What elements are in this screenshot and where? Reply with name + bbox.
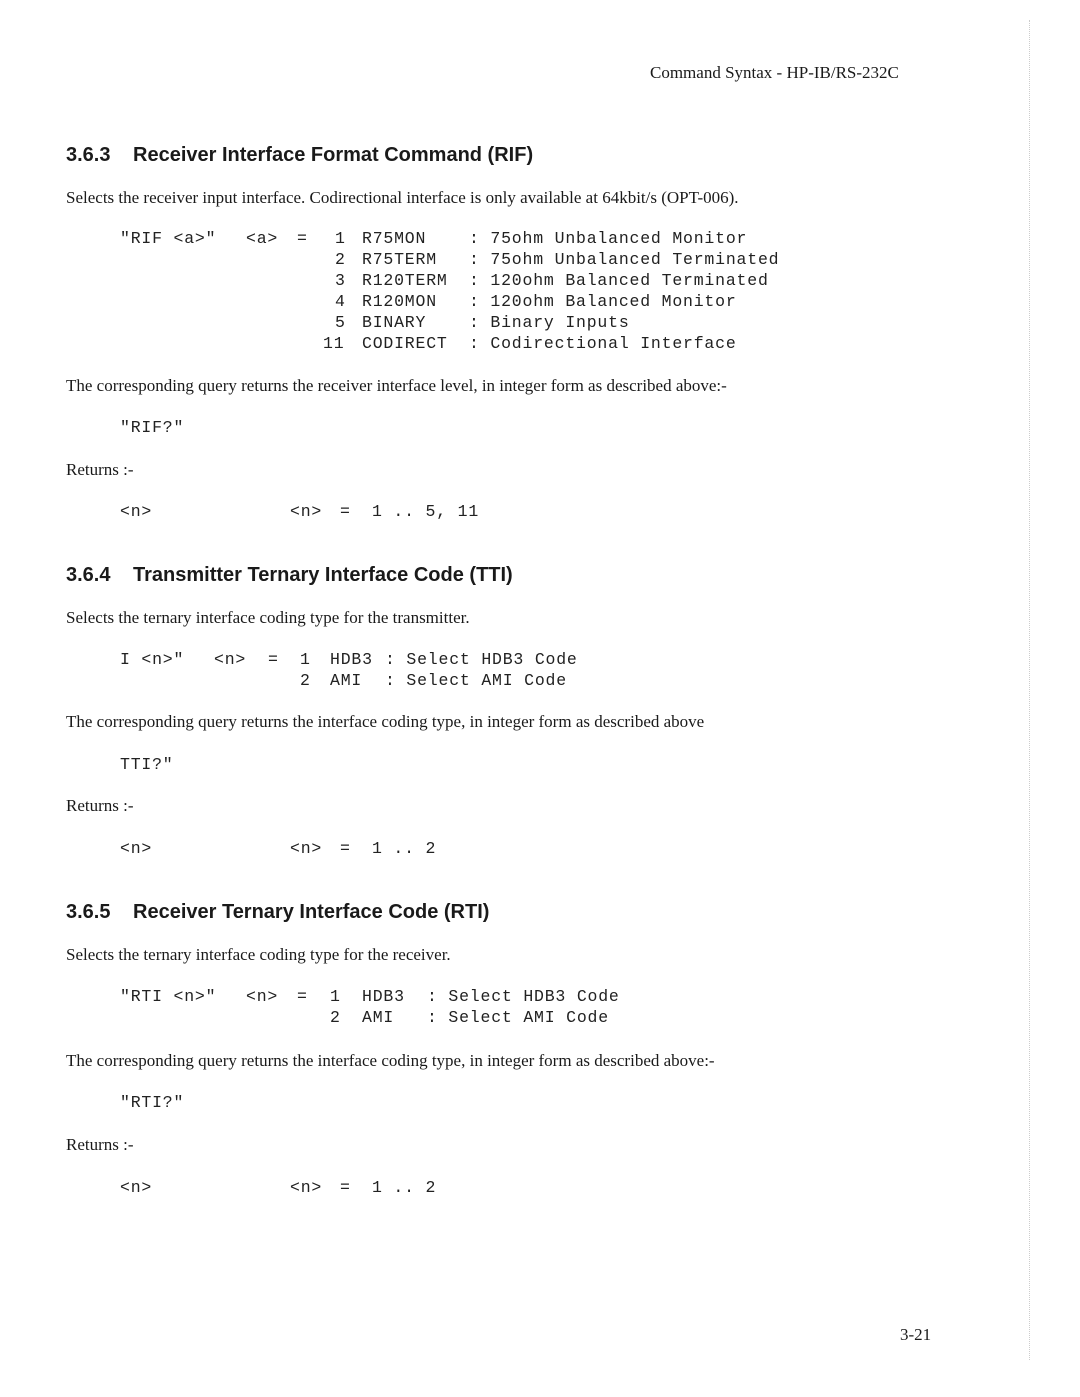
section-number: 3.6.4	[66, 564, 111, 586]
section-title: Transmitter Ternary Interface Code (TTI)	[133, 564, 513, 586]
equals: =	[340, 839, 351, 858]
page-number: 3-21	[900, 1325, 932, 1344]
option-name: R120TERM	[362, 271, 448, 290]
query-command: "RIF?"	[120, 418, 185, 437]
option-desc: : Select AMI Code	[385, 671, 567, 690]
section-number: 3.6.3	[66, 144, 111, 166]
option-desc: : 75ohm Unbalanced Monitor	[469, 229, 748, 248]
section-description: Selects the receiver input interface. Codirectional interface is only available at 64kbit/s (OPT-006).	[66, 188, 739, 207]
command-param: <a>	[246, 229, 279, 248]
equals: =	[340, 1178, 351, 1197]
option-name: R75MON	[362, 229, 427, 248]
returns-label: Returns :-	[66, 460, 134, 479]
option-value: 5	[335, 313, 346, 332]
option-value: 2	[335, 250, 346, 269]
command-syntax: "RTI <n>"	[120, 987, 217, 1006]
return-value: <n>	[120, 1178, 153, 1197]
return-param: <n>	[290, 1178, 323, 1197]
running-header: Command Syntax - HP-IB/RS-232C	[650, 63, 899, 82]
command-syntax: "RIF <a>"	[120, 229, 217, 248]
scan-edge	[1021, 20, 1030, 1360]
option-value: 11	[323, 334, 345, 353]
option-desc: : 75ohm Unbalanced Terminated	[469, 250, 780, 269]
query-description: The corresponding query returns the interface coding type, in integer form as described above:-	[66, 1051, 715, 1070]
option-value: 2	[300, 671, 311, 690]
return-range: 1 .. 5, 11	[372, 502, 480, 521]
equals: =	[297, 229, 308, 248]
return-param: <n>	[290, 502, 323, 521]
option-name: CODIRECT	[362, 334, 448, 353]
option-desc: : 120ohm Balanced Terminated	[469, 271, 769, 290]
query-description: The corresponding query returns the receiver interface level, in integer form as described above:-	[66, 376, 727, 395]
command-param: <n>	[246, 987, 279, 1006]
option-value: 1	[330, 987, 341, 1006]
option-desc: : 120ohm Balanced Monitor	[469, 292, 737, 311]
return-range: 1 .. 2	[372, 839, 437, 858]
returns-label: Returns :-	[66, 796, 134, 815]
option-desc: : Binary Inputs	[469, 313, 630, 332]
return-param: <n>	[290, 839, 323, 858]
option-value: 2	[330, 1008, 341, 1027]
option-value: 4	[335, 292, 346, 311]
command-param: <n>	[214, 650, 247, 669]
section-title: Receiver Ternary Interface Code (RTI)	[133, 901, 490, 923]
option-name: HDB3	[362, 987, 405, 1006]
equals: =	[268, 650, 279, 669]
option-desc: : Select AMI Code	[427, 1008, 609, 1027]
return-value: <n>	[120, 839, 153, 858]
return-range: 1 .. 2	[372, 1178, 437, 1197]
return-value: <n>	[120, 502, 153, 521]
option-name: R120MON	[362, 292, 437, 311]
option-name: HDB3	[330, 650, 373, 669]
section-description: Selects the ternary interface coding type for the transmitter.	[66, 608, 470, 627]
option-desc: : Select HDB3 Code	[385, 650, 578, 669]
option-value: 1	[335, 229, 346, 248]
section-description: Selects the ternary interface coding type for the receiver.	[66, 945, 451, 964]
command-syntax: I <n>"	[120, 650, 185, 669]
option-value: 1	[300, 650, 311, 669]
option-desc: : Select HDB3 Code	[427, 987, 620, 1006]
returns-label: Returns :-	[66, 1135, 134, 1154]
option-name: AMI	[362, 1008, 395, 1027]
section-title: Receiver Interface Format Command (RIF)	[133, 144, 534, 166]
equals: =	[297, 987, 308, 1006]
query-description: The corresponding query returns the interface coding type, in integer form as described above	[66, 712, 705, 731]
option-value: 3	[335, 271, 346, 290]
option-desc: : Codirectional Interface	[469, 334, 737, 353]
option-name: R75TERM	[362, 250, 437, 269]
section-number: 3.6.5	[66, 901, 111, 923]
query-command: "RTI?"	[120, 1093, 185, 1112]
query-command: TTI?"	[120, 755, 174, 774]
option-name: BINARY	[362, 313, 427, 332]
equals: =	[340, 502, 351, 521]
option-name: AMI	[330, 671, 363, 690]
